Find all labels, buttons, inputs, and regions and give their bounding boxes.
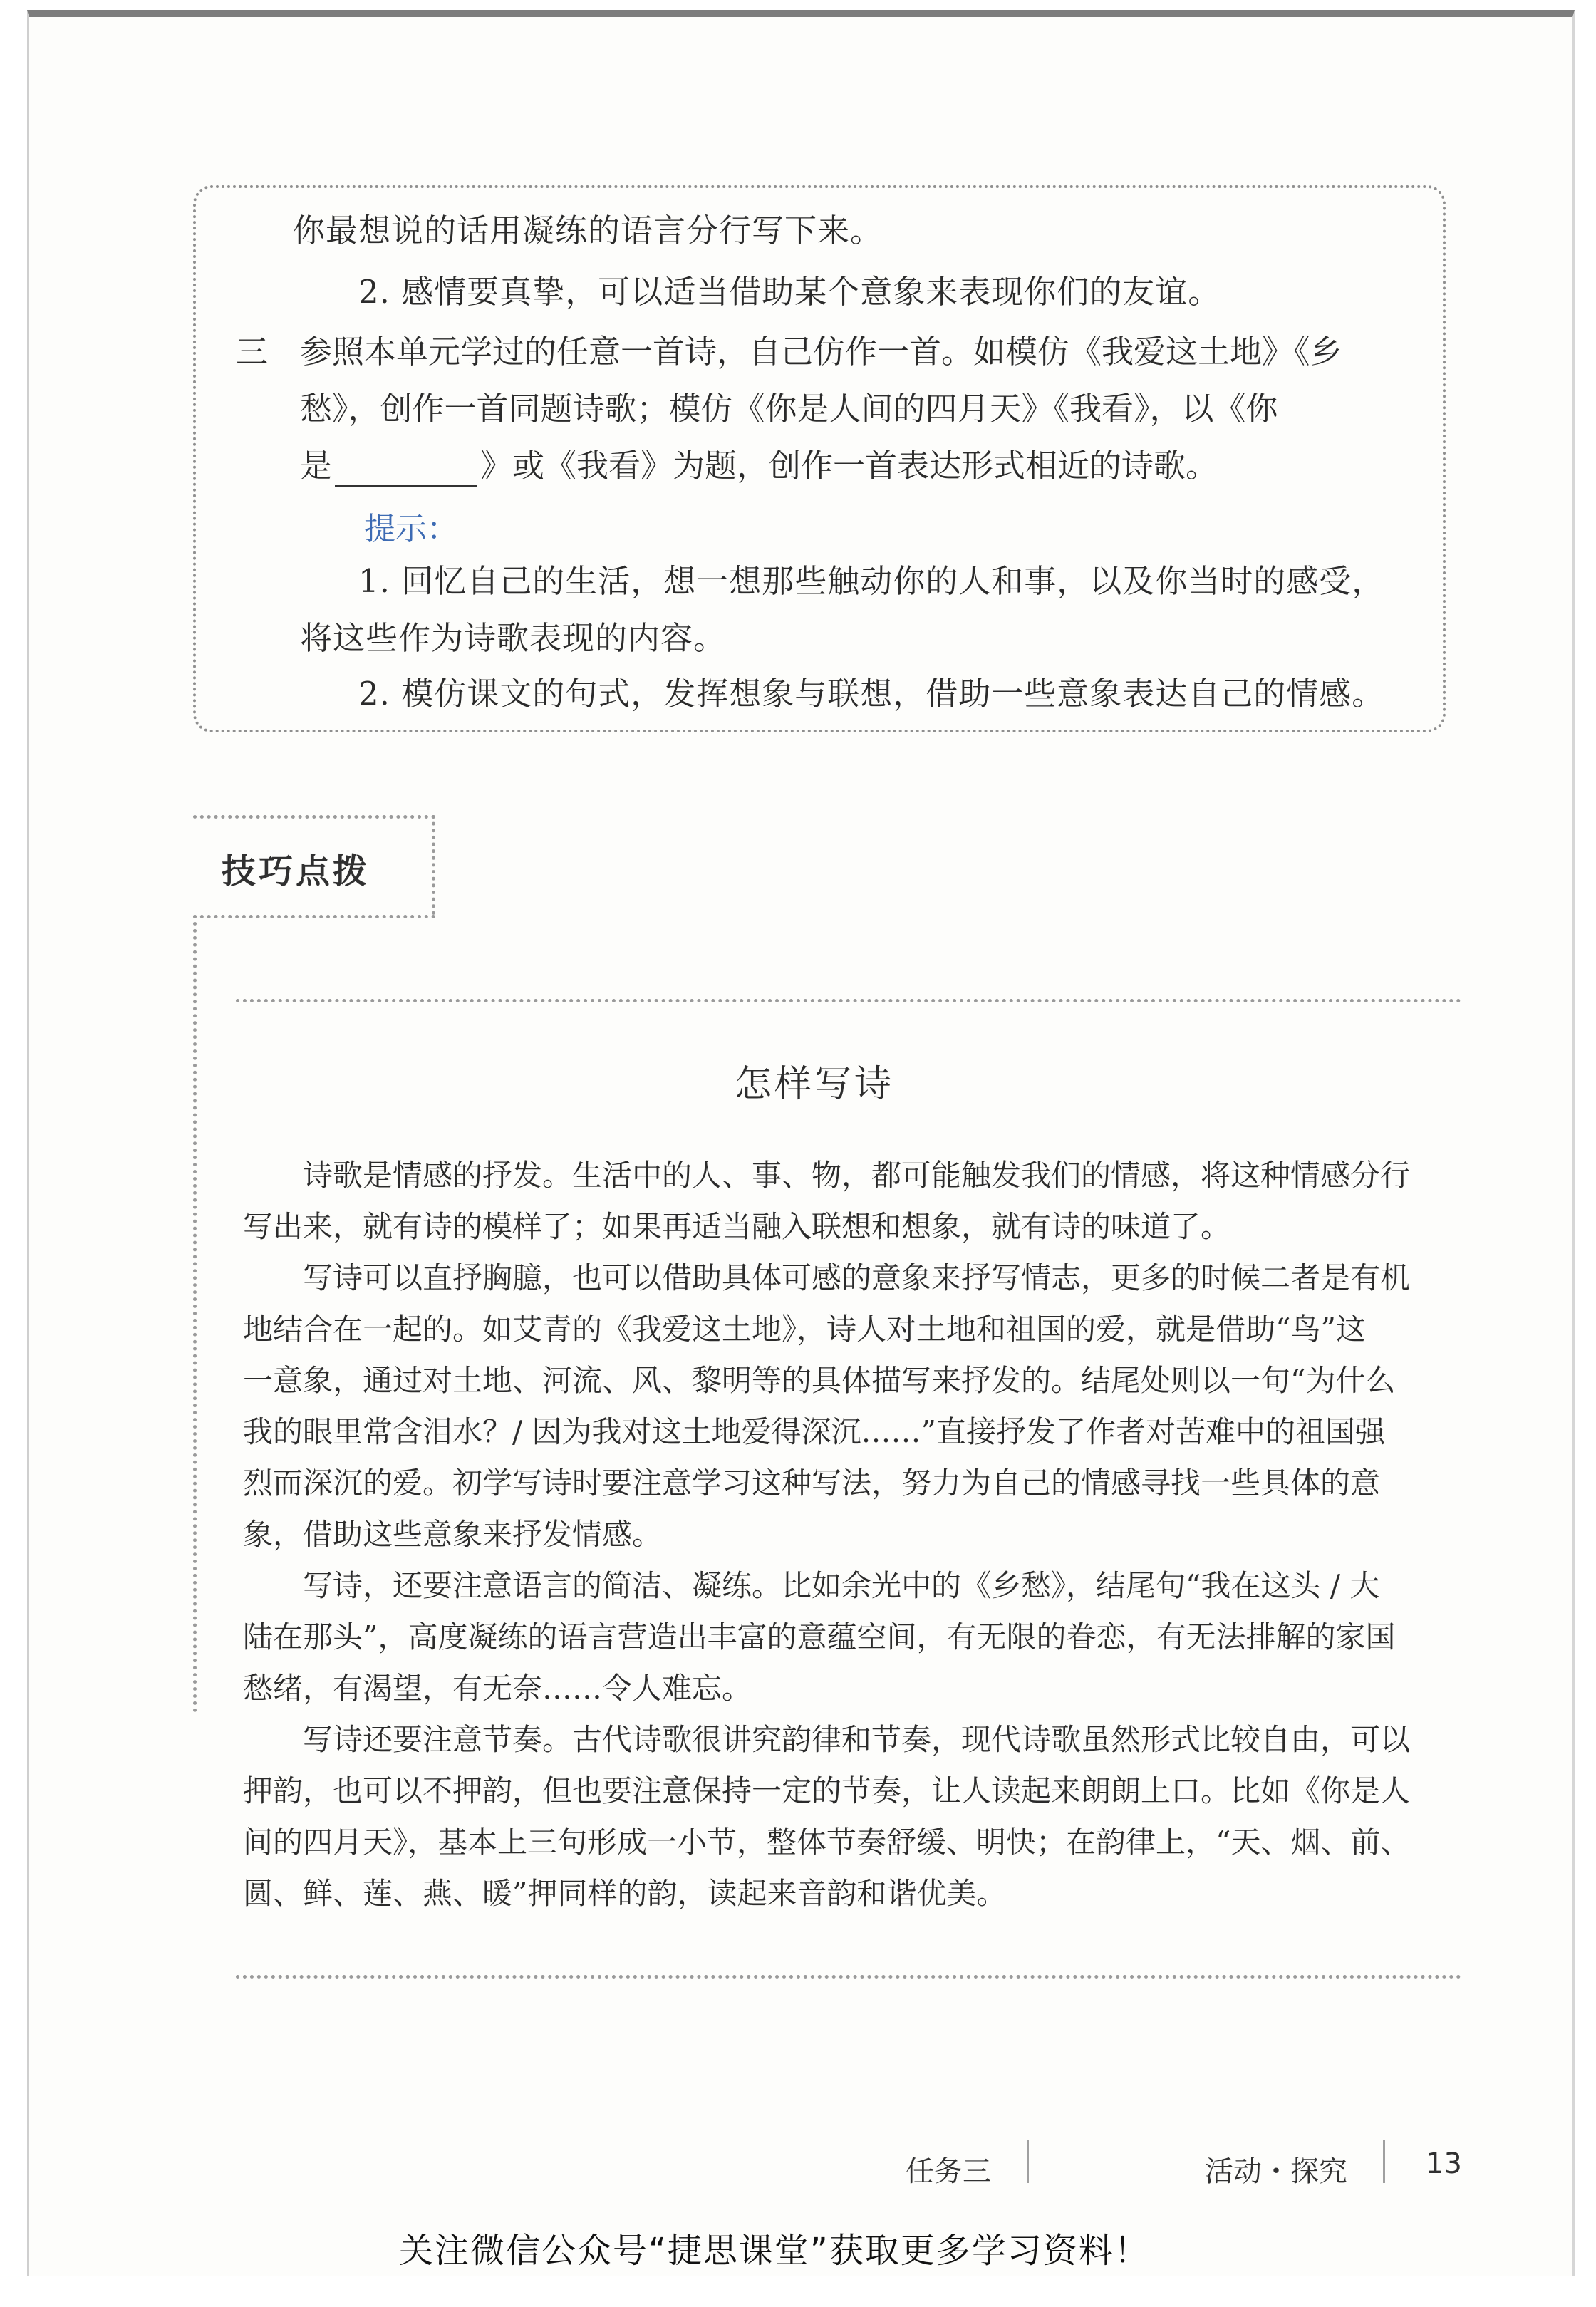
page-number: 13	[1426, 2147, 1462, 2180]
article-bottom-rule	[236, 1975, 1461, 1979]
article-line: 愁绪，有渴望，有无奈……令人难忘。	[243, 1671, 752, 1706]
footer-divider-2	[1383, 2140, 1385, 2183]
task-line-2: 2. 感情要真挚，可以适当借助某个意象来表现你们的友谊。	[358, 273, 1221, 311]
article-top-rule	[236, 999, 1461, 1002]
article-line: 地结合在一起的。如艾青的《我爱这土地》，诗人对土地和祖国的爱，就是借助“鸟”这	[243, 1312, 1366, 1347]
hint-1-line-2: 将这些作为诗歌表现的内容。	[300, 619, 727, 657]
hint-1-line-1: 1. 回忆自己的生活，想一想那些触动你的人和事，以及你当时的感受，	[358, 562, 1385, 600]
item-3-line-3-after: 》或《我看》为题，创作一首表达形式相近的诗歌。	[480, 447, 1218, 484]
footer-task: 任务三	[906, 2155, 991, 2188]
article-line: 我的眼里常含泪水？/ 因为我对这土地爱得深沉……”直接抒发了作者对苦难中的祖国强	[243, 1414, 1385, 1449]
wechat-promo-caption: 关注微信公众号“捷思课堂”获取更多学习资料！	[399, 2231, 1150, 2271]
article-line: 写诗，还要注意语言的简洁、凝练。比如余光中的《乡愁》，结尾句“我在这头 / 大	[303, 1568, 1380, 1603]
section-title: 技巧点拨	[222, 851, 370, 891]
hint-label: 提示：	[364, 511, 458, 547]
fill-in-blank	[335, 452, 477, 487]
item-3-line-1: 参照本单元学过的任意一首诗，自己仿作一首。如模仿《我爱这土地》《乡	[300, 333, 1342, 370]
article-line: 象，借助这些意象来抒发情感。	[243, 1517, 663, 1552]
task-line-1: 你最想说的话用凝练的语言分行写下来。	[293, 212, 884, 249]
article-line: 诗歌是情感的抒发。生活中的人、事、物，都可能触发我们的情感，将这种情感分行	[303, 1158, 1411, 1193]
footer-activity: 活动・探究	[1205, 2155, 1347, 2188]
article-title: 怎样写诗	[735, 1063, 895, 1106]
item-3-line-2: 愁》，创作一首同题诗歌；模仿《你是人间的四月天》《我看》，以《你	[300, 390, 1278, 427]
item-3-line-3-before: 是	[300, 447, 333, 484]
section-bottom-rule	[193, 915, 435, 918]
article-line: 一意象，通过对土地、河流、风、黎明等的具体描写来抒发的。结尾处则以一句“为什么	[243, 1363, 1396, 1398]
article-line: 写诗可以直抒胸臆，也可以借助具体可感的意象来抒写情志，更多的时候二者是有机	[303, 1260, 1411, 1295]
article-body	[243, 1150, 1454, 1919]
article-line: 陆在那头”，高度凝练的语言营造出丰富的意蕴空间，有无限的眷恋，有无法排解的家国	[243, 1619, 1396, 1654]
section-top-rule	[193, 815, 435, 819]
article-line: 烈而深沉的爱。初学写诗时要注意学习这种写法，努力为自己的情感寻找一些具体的意	[243, 1466, 1381, 1500]
article-line: 押韵，也可以不押韵，但也要注意保持一定的节奏，让人读起来朗朗上口。比如《你是人	[243, 1773, 1411, 1808]
section-right-rule	[432, 815, 435, 915]
article-line: 写诗还要注意节奏。古代诗歌很讲究韵律和节奏，现代诗歌虽然形式比较自由，可以	[303, 1722, 1411, 1757]
article-line: 圆、鲜、莲、燕、暖”押同样的韵，读起来音韵和谐优美。	[243, 1876, 1007, 1911]
footer-divider-1	[1027, 2140, 1029, 2183]
left-margin-rule	[193, 915, 197, 1713]
article-line: 写出来，就有诗的模样了；如果再适当融入联想和想象，就有诗的味道了。	[243, 1209, 1231, 1244]
item-3-number: 三	[236, 333, 269, 370]
article-line: 间的四月天》，基本上三句形成一小节，整体节奏舒缓、明快；在韵律上，“天、烟、前、	[243, 1825, 1411, 1860]
hint-2: 2. 模仿课文的句式，发挥想象与联想，借助一些意象表达自己的情感。	[358, 675, 1385, 712]
item-3-line-3	[300, 445, 1218, 487]
textbook-page	[27, 10, 1575, 2276]
